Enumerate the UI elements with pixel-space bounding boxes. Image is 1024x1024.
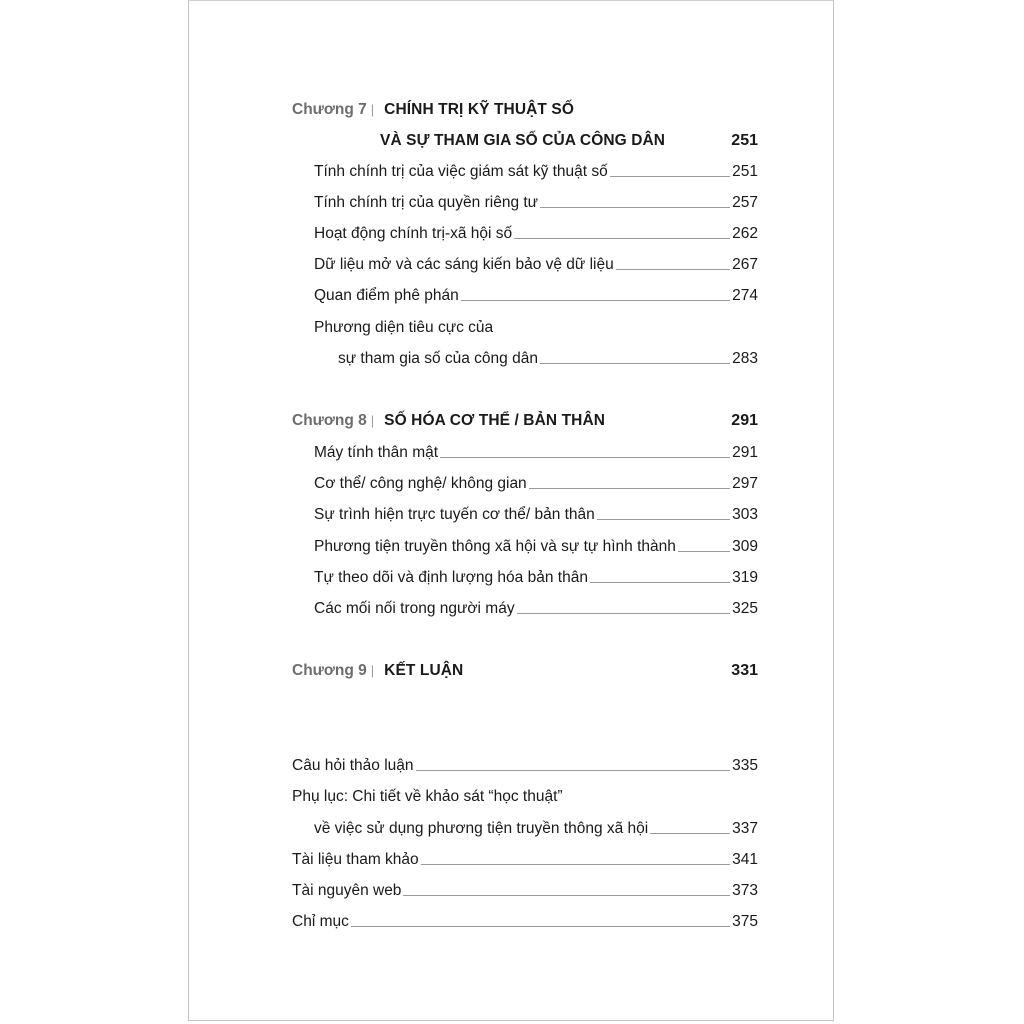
chapter-label: Chương 9 [292,662,367,679]
chapter-separator: | [370,663,375,678]
chapter-7-heading [292,96,758,120]
toc-entry [314,470,758,494]
dot-leader [461,300,730,301]
chapter-separator: | [370,413,375,428]
chapter-title: SỐ HÓA CƠ THỂ / BẢN THÂN [384,412,606,429]
entry-page-number: 341 [732,851,758,868]
toc-entry [314,595,758,619]
entry-page-number: 309 [732,538,758,555]
dot-leader [540,207,730,208]
entry-page-number: 274 [732,287,758,304]
entry-page-number: 375 [732,913,758,930]
dot-leader [650,833,730,834]
toc-entry [314,501,758,525]
toc-entry [314,533,758,557]
entry-title: Cơ thể/ công nghệ/ không gian [314,475,527,492]
dot-leader [351,926,730,927]
toc-entry [314,189,758,213]
entry-title: Tính chính trị của việc giám sát kỹ thuật số [314,163,608,180]
chapter-label: Chương 7 [292,101,367,118]
entry-title: Hoạt động chính trị-xã hội số [314,225,513,242]
entry-title: Chỉ mục [292,913,349,930]
back-matter-entry [292,846,758,870]
entry-page-number: 257 [732,194,758,211]
entry-title: Phương tiện truyền thông xã hội và sự tự hình thành [314,538,676,555]
entry-title: Tự theo dõi và định lượng hóa bản thân [314,569,588,586]
entry-title: Phụ lục: Chi tiết về khảo sát “học thuật” [292,788,563,805]
chapter-page-number: 291 [731,412,758,429]
dot-leader [540,363,730,364]
dot-leader [403,895,730,896]
chapter-title: CHÍNH TRỊ KỸ THUẬT SỐ [384,101,574,118]
entry-title-continued: sự tham gia số của công dân [338,350,538,367]
toc-entry [314,439,758,463]
dot-leader [514,238,730,239]
back-matter-entry [292,908,758,932]
entry-page-number: 337 [732,820,758,837]
entry-page-number: 267 [732,256,758,273]
dot-leader [590,582,730,583]
back-matter-entry-continued [314,815,758,839]
dot-leader [416,770,731,771]
dot-leader [421,864,730,865]
back-matter-entry [292,877,758,901]
toc-entry [314,564,758,588]
entry-page-number: 262 [732,225,758,242]
entry-title: Tài nguyên web [292,882,402,899]
entry-page-number: 291 [732,444,758,461]
back-matter-entry [292,752,758,776]
dot-leader [440,457,730,458]
entry-title: Sự trình hiện trực tuyến cơ thể/ bản thân [314,506,595,523]
chapter-page-number: 251 [731,132,758,149]
dot-leader [517,613,731,614]
toc-entry [314,282,758,306]
entry-title: Quan điểm phê phán [314,287,459,304]
entry-title: Các mối nối trong người máy [314,600,515,617]
entry-page-number: 373 [732,882,758,899]
entry-title: Tài liệu tham khảo [292,851,419,868]
dot-leader [529,488,730,489]
back-matter-entry-multiline [292,783,758,807]
entry-title: Dữ liệu mở và các sáng kiến bảo vệ dữ liệu [314,256,614,273]
entry-page-number: 325 [732,600,758,617]
toc-entry-multiline [314,314,758,338]
entry-page-number: 251 [732,163,758,180]
dot-leader [678,551,730,552]
chapter-title: KẾT LUẬN [384,662,464,679]
entry-page-number: 335 [732,757,758,774]
dot-leader [610,176,730,177]
entry-title: Câu hỏi thảo luận [292,757,414,774]
chapter-separator: | [370,102,375,117]
entry-page-number: 297 [732,475,758,492]
toc-entry [314,251,758,275]
chapter-9-heading [292,657,758,681]
chapter-title-continued: VÀ SỰ THAM GIA SỐ CỦA CÔNG DÂN [380,132,666,149]
toc-entry-continued [338,345,758,369]
entry-page-number: 283 [732,350,758,367]
toc-entry [314,220,758,244]
chapter-page-number: 331 [731,662,758,679]
chapter-label: Chương 8 [292,412,367,429]
entry-title-continued: về việc sử dụng phương tiện truyền thông xã hội [314,820,649,837]
toc-entry [314,158,758,182]
chapter-7-heading-line2 [380,127,758,151]
dot-leader [597,519,730,520]
chapter-8-heading [292,407,758,431]
entry-page-number: 319 [732,569,758,586]
entry-title: Tính chính trị của quyền riêng tư [314,194,539,211]
entry-title: Phương diện tiêu cực của [314,319,494,336]
entry-page-number: 303 [732,506,758,523]
dot-leader [616,269,730,270]
entry-title: Máy tính thân mật [314,444,439,461]
